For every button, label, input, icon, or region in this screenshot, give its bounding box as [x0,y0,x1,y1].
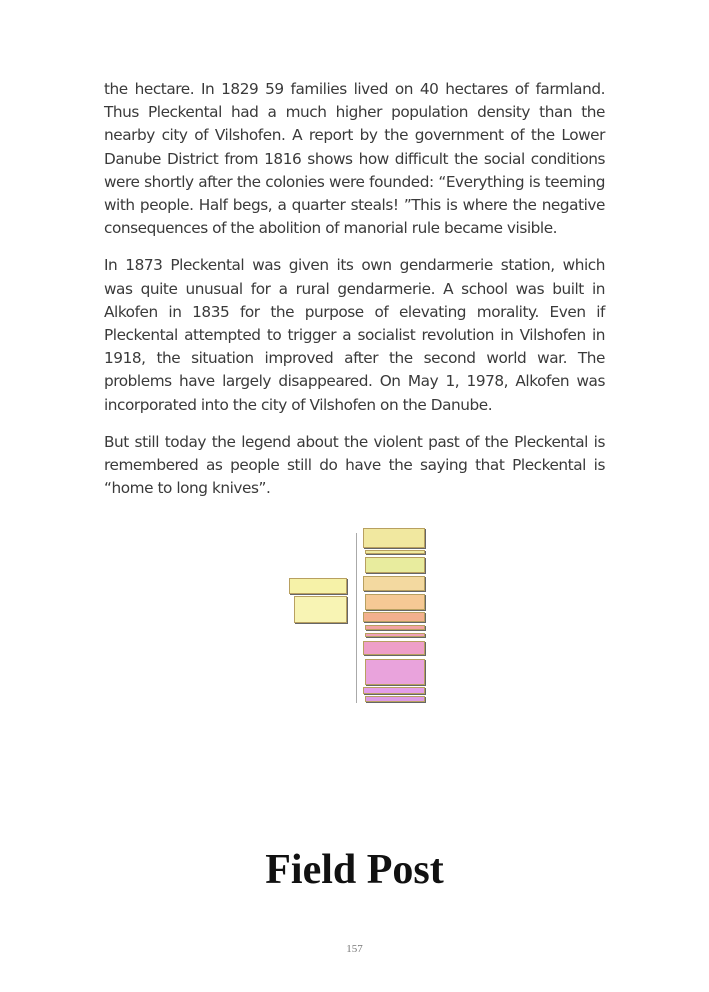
paragraph-1: the hectare. In 1829 59 families lived on 40 hectares of farmland. Thus Pleckental had a much higher population density than the nearby city of Vilshofen. A report by the government of the Lower Danube District from 1816 shows how difficult the social conditions were shortly after the colonies were founded: “Everything is teeming with people. Half begs, a quarter steals! ”This is where the negative consequences of the abolition of manorial rule became visible. [104,80,605,238]
mindmap-node [365,625,425,630]
mindmap-node [363,641,425,655]
mindmap-node [365,594,425,610]
mindmap-node [365,550,425,554]
mindmap-root-detail-node [294,596,347,623]
mindmap-node [363,528,425,548]
mindmap-figure [286,525,431,707]
mindmap-node [365,633,425,637]
body-text [104,78,605,514]
mindmap-node [363,612,425,622]
mindmap-node [363,576,425,591]
mindmap-node [365,696,425,702]
mindmap-connector [356,533,357,703]
mindmap-root-node [289,578,347,594]
page-number: 157 [346,943,363,955]
paragraph-3: But still today the legend about the violent past of the Pleckental is remembered as people still do have the saying that Pleckental is “home to long knives”. [104,432,605,498]
mindmap-node [363,687,425,694]
mindmap-node [365,659,425,685]
mindmap-node [365,557,425,573]
section-title: Field Post [265,847,444,893]
paragraph-2: In 1873 Pleckental was given its own gendarmerie station, which was quite unusual for a rural gendarmerie. A school was built in Alkofen in 1835 for the purpose of elevating morality. Even if Pleckental attempted to trigger a socialist revolution in Vilshofen in 1918, the situation improved after the second world war. The problems have largely disappeared. On May 1, 1978, Alkofen was incorporated into the city of Vilshofen on the Danube. [104,256,605,414]
